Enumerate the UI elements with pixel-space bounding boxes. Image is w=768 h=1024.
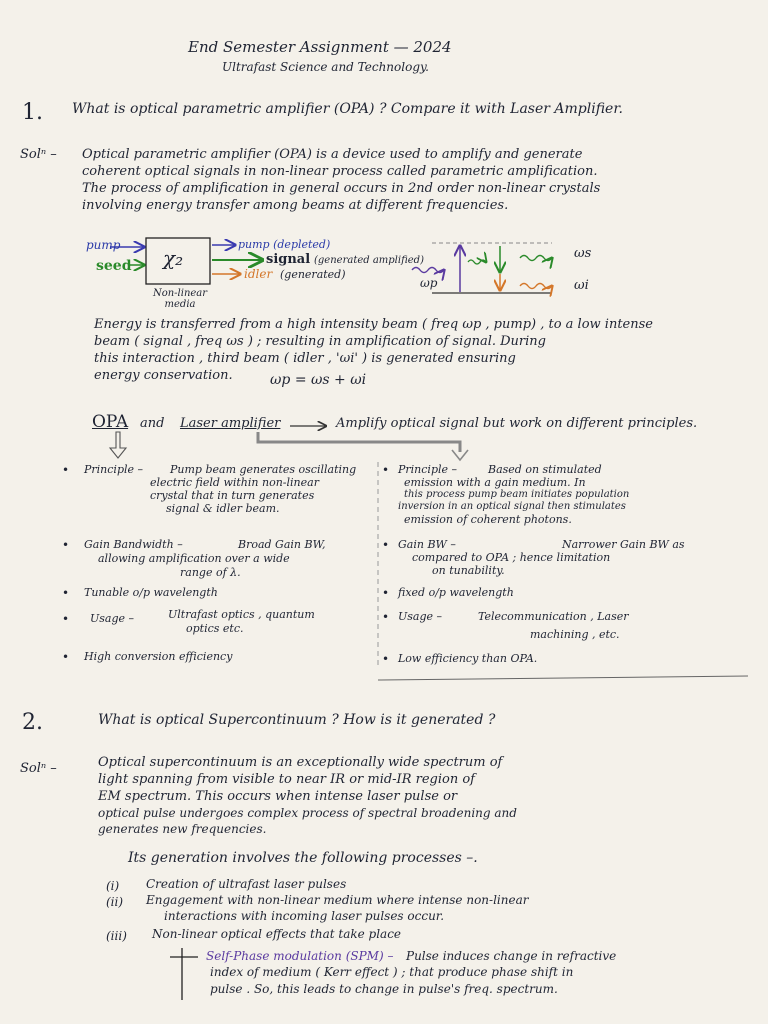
pump-depleted-label: pump (depleted)	[238, 238, 331, 251]
q2-line: generates new frequencies.	[98, 822, 267, 836]
energy-line: this interaction , third beam ( idler , 'ωi' ) is generated ensuring	[94, 351, 516, 366]
q1-line: coherent optical signals in non-linear process called parametric amplification.	[82, 164, 598, 179]
opa-heading: OPA	[92, 412, 129, 432]
section-divider	[378, 676, 748, 680]
right-item-line: compared to OPA ; hence limitation	[412, 551, 611, 564]
step-text: Engagement with non-linear medium where intense non-linear	[146, 893, 529, 907]
q1-line: The process of amplification in general occurs in 2nd order non-linear crystals	[82, 181, 601, 196]
left-item-label: Usage –	[90, 612, 135, 625]
left-item-line: allowing amplification over a wide	[98, 552, 290, 565]
spm-line: Pulse induces change in refractive	[406, 949, 617, 963]
left-item-label: Tunable o/p wavelength	[84, 586, 218, 599]
q1-question: What is optical parametric amplifier (OPA) ? Compare it with Laser Amplifier.	[72, 101, 623, 117]
pump-label: pump	[86, 238, 121, 252]
bullet: •	[62, 612, 70, 626]
right-item-label: Principle –	[398, 463, 458, 476]
right-item-line: inversion in an optical signal then stimulates	[398, 501, 626, 512]
right-item-label: Usage –	[398, 610, 443, 623]
bullet: •	[382, 463, 390, 477]
signal-label: signal	[266, 252, 311, 267]
left-item-line: electric field within non-linear	[150, 476, 319, 489]
q2-number: 2.	[22, 710, 43, 735]
right-item-label: Gain BW –	[398, 538, 456, 551]
right-item-line: this process pump beam initiates population	[404, 489, 630, 500]
energy-equation: ωp = ωs + ωi	[270, 372, 367, 388]
bullet: •	[62, 586, 70, 600]
omega-s-label: ωs	[574, 246, 592, 261]
left-item-label: High conversion efficiency	[84, 650, 233, 663]
q2-line: light spanning from visible to near IR or mid-IR region of	[98, 772, 475, 787]
energy-line: Energy is transferred from a high intensity beam ( freq ωp , pump) , to a low intense	[94, 317, 653, 332]
crystal-symbol: χ₂	[163, 246, 184, 270]
right-item-line: Narrower Gain BW as	[562, 538, 685, 551]
idler-label: idler	[244, 267, 273, 281]
right-item-line: emission with a gain medium. In	[404, 476, 586, 489]
crystal-caption: Non-linear media	[152, 288, 208, 310]
idler-wave-out	[520, 284, 552, 289]
left-item-line: Pump beam generates oscillating	[170, 463, 357, 476]
left-item-line: range of λ.	[180, 566, 241, 579]
seed-label: seed	[96, 258, 132, 274]
q2-intro: Its generation involves the following processes –.	[128, 850, 478, 866]
signal-note: (generated amplified)	[314, 255, 424, 266]
signal-wave-out	[520, 256, 552, 261]
q2-line: Optical supercontinuum is an exceptionally wide spectrum of	[98, 755, 503, 770]
q2-question: What is optical Supercontinuum ? How is it generated ?	[98, 712, 496, 728]
right-item-line: on tunability.	[432, 564, 505, 577]
omega-p-label: ωp	[420, 276, 438, 290]
spm-label: Self-Phase modulation (SPM) –	[206, 949, 394, 963]
page-title: End Semester Assignment — 2024	[188, 38, 452, 56]
q2-solution-label: Solⁿ –	[20, 761, 57, 776]
right-item-line: machining , etc.	[530, 628, 620, 641]
right-item-label: Low efficiency than OPA.	[398, 652, 538, 665]
q2-line: optical pulse undergoes complex process of spectral broadening and	[98, 806, 517, 820]
left-item-line: Ultrafast optics , quantum	[168, 608, 315, 621]
left-item-label: Gain Bandwidth –	[84, 538, 183, 551]
left-item-line: crystal that in turn generates	[150, 489, 315, 502]
energy-line: beam ( signal , freq ωs ) ; resulting in amplification of signal. During	[94, 334, 546, 349]
step-number: (i)	[106, 879, 120, 893]
bullet: •	[62, 650, 70, 664]
step-text: interactions with incoming laser pulses occur.	[164, 909, 445, 923]
bullet: •	[62, 538, 70, 552]
bullet: •	[382, 586, 390, 600]
step-text: Non-linear optical effects that take place	[152, 927, 402, 941]
left-item-line: Broad Gain BW,	[238, 538, 326, 551]
bullet: •	[382, 652, 390, 666]
page-subtitle: Ultrafast Science and Technology.	[222, 60, 429, 74]
step-number: (iii)	[106, 929, 127, 943]
q1-solution-label: Solⁿ –	[20, 147, 57, 162]
q1-line: involving energy transfer among beams at different frequencies.	[82, 198, 509, 213]
bullet: •	[382, 538, 390, 552]
bullet: •	[382, 610, 390, 624]
right-item-line: Telecommunication , Laser	[478, 610, 629, 623]
right-item-line: Based on stimulated	[488, 463, 602, 476]
left-item-line: optics etc.	[186, 622, 244, 635]
left-item-label: Principle –	[84, 463, 144, 476]
pump-wave	[412, 268, 444, 273]
signal-wave-in	[468, 260, 486, 264]
q2-line: EM spectrum. This occurs when intense laser pulse or	[98, 789, 458, 804]
step-number: (ii)	[106, 895, 124, 909]
compare-rest: Amplify optical signal but work on different principles.	[336, 416, 698, 431]
energy-line: energy conservation.	[94, 368, 233, 383]
bullet: •	[62, 463, 70, 477]
left-item-line: signal & idler beam.	[166, 502, 280, 515]
idler-note: (generated)	[280, 268, 346, 281]
spm-line: index of medium ( Kerr effect ) ; that produce phase shift in	[210, 965, 574, 979]
laser-branch-line	[258, 432, 460, 452]
compare-and: and	[140, 416, 165, 431]
q1-number: 1.	[22, 100, 43, 125]
omega-i-label: ωi	[574, 278, 589, 293]
opa-down-arrow	[110, 432, 126, 458]
right-item-label: fixed o/p wavelength	[398, 586, 514, 599]
laser-heading: Laser amplifier	[180, 416, 281, 431]
step-text: Creation of ultrafast laser pulses	[146, 877, 347, 891]
right-item-line: emission of coherent photons.	[404, 513, 572, 526]
q1-line: Optical parametric amplifier (OPA) is a device used to amplify and generate	[82, 147, 583, 162]
spm-line: pulse . So, this leads to change in pulse's freq. spectrum.	[210, 982, 558, 996]
